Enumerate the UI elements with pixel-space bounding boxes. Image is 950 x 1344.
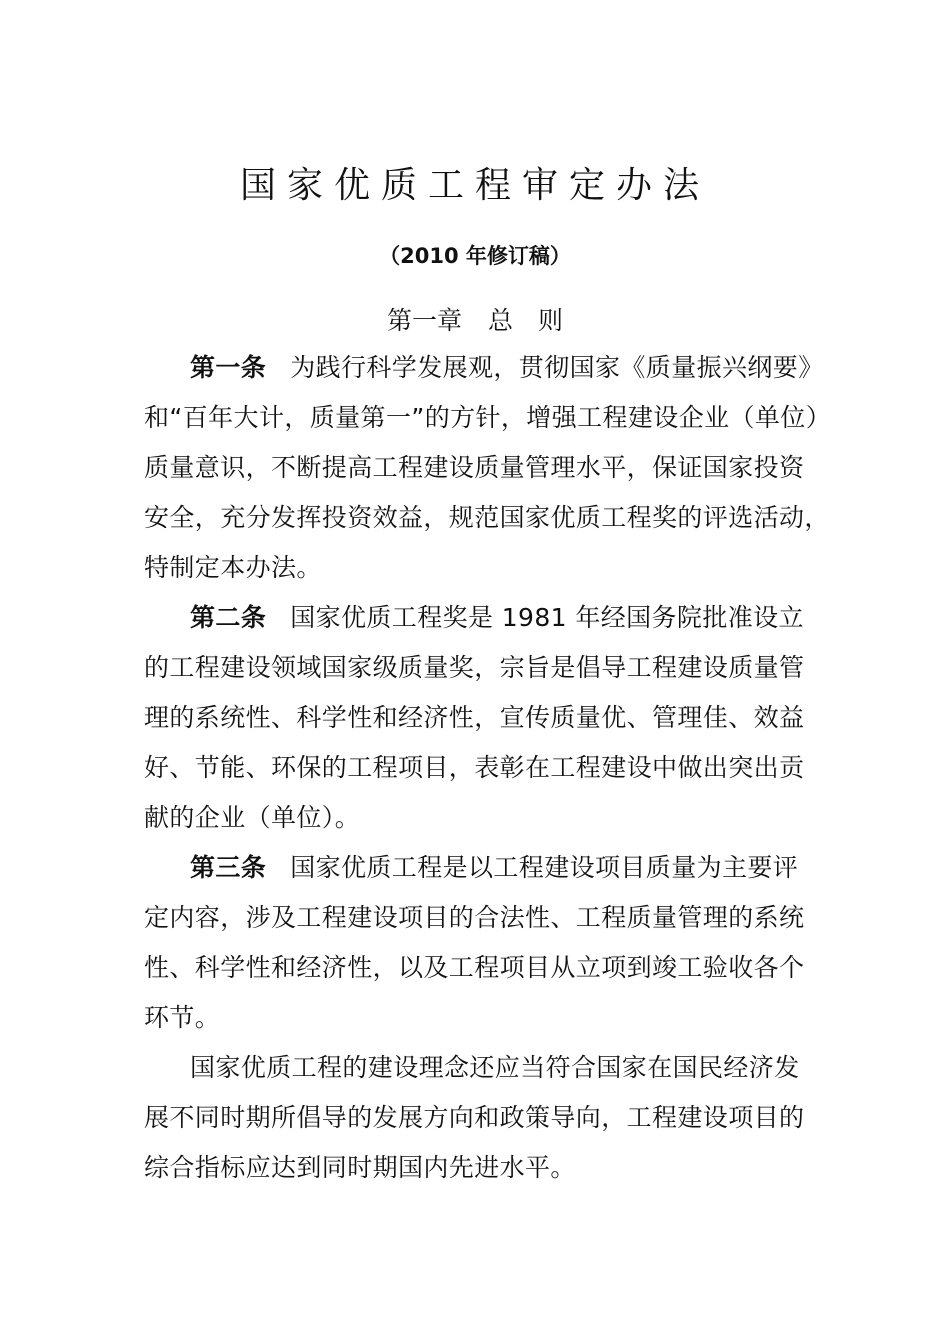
paragraph [144,1043,814,1193]
article-line: 的工程建设领域国家级质量奖，宗旨是倡导工程建设质量管 [144,653,805,682]
article-label: 第三条 [190,853,267,882]
article-1 [144,343,832,593]
chapter-number: 第一章 [386,306,462,335]
article-line: 好、节能、环保的工程项目，表彰在工程建设中做出突出贡 [144,753,805,782]
article-line [144,843,814,893]
article-text: 为践行科学发展观，贯彻国家《质量振兴纲要》 [290,353,824,382]
article-line: 特制定本办法。 [144,553,322,582]
document-title: 国家优质工程审定办法 [239,165,710,206]
article-line: 和“百年大计，质量第一”的方针，增强工程建设企业（单位） [144,403,832,432]
article-line: 性、科学性和经济性，以及工程项目从立项到竣工验收各个 [144,953,805,982]
paragraph-line: 综合指标应达到同时期国内先进水平。 [144,1153,576,1182]
article-line: 安全，充分发挥投资效益，规范国家优质工程奖的评选活动， [144,503,830,532]
article-text: 国家优质工程是以工程建设项目质量为主要评 [290,853,799,882]
document-subtitle: （2010 年修订稿） [379,244,571,268]
paragraph-line: 国家优质工程的建设理念还应当符合国家在国民经济发 [190,1053,800,1082]
article-line [144,343,824,393]
paragraph-line: 展不同时期所倡导的发展方向和政策导向，工程建设项目的 [144,1103,805,1132]
chapter-name: 总 则 [488,306,564,335]
article-line: 定内容，涉及工程建设项目的合法性、工程质量管理的系统 [144,903,805,932]
article-line: 环节。 [144,1003,221,1032]
article-text: 国家优质工程奖是 1981 年经国务院批准设立 [290,603,804,632]
article-label: 第一条 [190,353,267,382]
document-body [144,343,832,1193]
article-3 [144,843,814,1043]
chapter-heading [0,303,950,339]
article-2 [144,593,814,843]
article-line [144,593,814,643]
article-line: 理的系统性、科学性和经济性，宣传质量优、管理佳、效益 [144,703,805,732]
article-line: 质量意识，不断提高工程建设质量管理水平，保证国家投资 [144,453,805,482]
article-line: 献的企业（单位）。 [144,803,361,832]
article-label: 第二条 [190,603,267,632]
